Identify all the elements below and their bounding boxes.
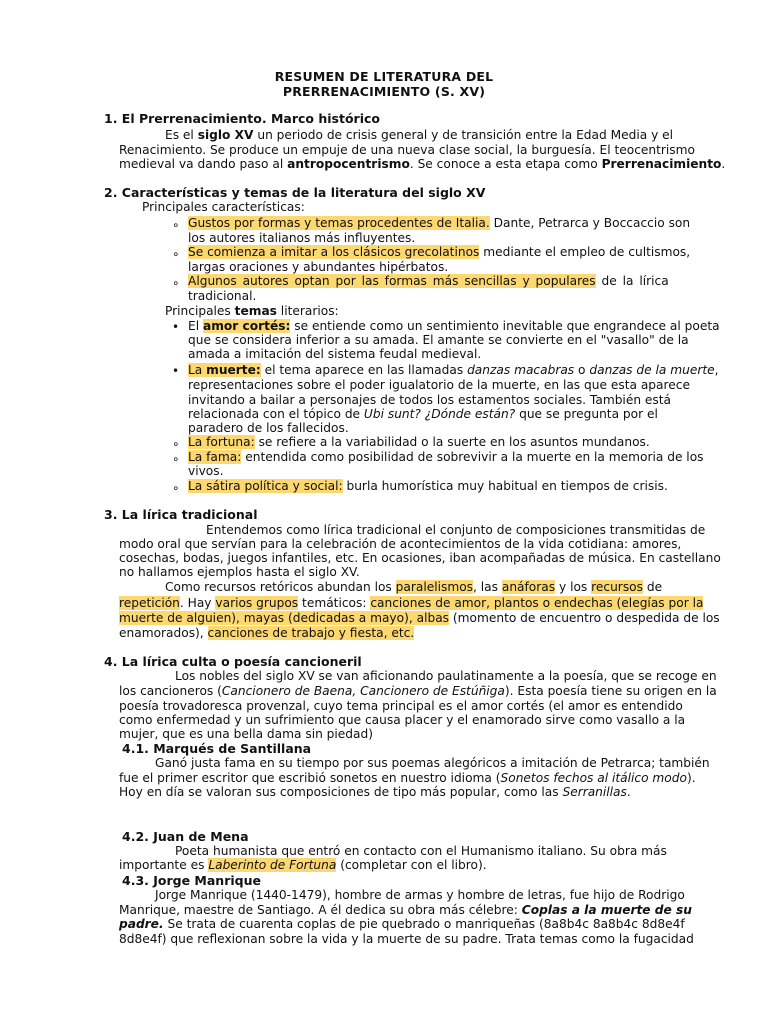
s3-line-2: modo oral que servían para la celebración de acontecimientos de la vida cotidiana: amores, (119, 537, 682, 551)
s3-line-7: muerte de alguien), mayas (dedicadas a mayo), albas (momento de encuentro o despedida de los (119, 611, 720, 625)
char-2: Se comienza a imitar a los clásicos grecolatinos mediante el empleo de cultismos, (188, 245, 691, 259)
bullet-dot-icon: • (172, 320, 180, 334)
santillana-line-3: Hoy en día se valoran sus composiciones de tipo más popular, como las Serranillas. (119, 785, 631, 799)
bullet-circle-icon: ∘ (172, 247, 180, 261)
themes-label: Principales temas literarios: (165, 304, 339, 318)
section-1-heading: 1. El Prerrenacimiento. Marco histórico (104, 111, 380, 126)
s1-line-3: medieval va dando paso al antropocentrismo. Se conoce a esta etapa como Prerrenacimiento. (119, 157, 726, 171)
char-1-cont: los autores italianos más influyentes. (188, 231, 416, 245)
theme-satira: La sátira política y social: burla humorística muy habitual en tiempos de crisis. (188, 479, 668, 493)
document-title-line-1: RESUMEN DE LITERATURA DEL (274, 69, 494, 84)
s1-line-1: Es el siglo XV un periodo de crisis general y de transición entre la Edad Media y el (165, 128, 674, 142)
bullet-dot-icon: • (172, 364, 180, 378)
bullet-circle-icon: ∘ (172, 276, 180, 290)
bullet-circle-icon: ∘ (172, 452, 180, 466)
theme-muerte-cont-3: relacionada con el tópico de Ubi sunt? ¿Dónde están? que se pregunta por el (188, 407, 658, 421)
theme-fama-cont: vivos. (188, 464, 224, 478)
char-1: Gustos por formas y temas procedentes de Italia. Dante, Petrarca y Boccaccio son (188, 216, 691, 230)
s4-line-5: mujer, que es una bella dama sin piedad) (119, 727, 374, 741)
theme-fortuna: La fortuna: se refiere a la variabilidad o la suerte en los asuntos mundanos. (188, 435, 650, 449)
section-4-heading: 4. La lírica culta o poesía cancioneril (104, 654, 362, 669)
manrique-line-1: Jorge Manrique (1440-1479), hombre de armas y hombre de letras, fue hijo de Rodrigo (155, 888, 685, 902)
s1-line-2: Renacimiento. Se produce un empuje de una nueva clase social, la burguesía. El teocentrismo (119, 143, 695, 157)
document-title-line-2: PRERRENACIMIENTO (S. XV) (282, 84, 486, 99)
theme-muerte: La muerte: el tema aparece en las llamadas danzas macabras o danzas de la muerte, (188, 363, 719, 377)
s4-line-1: Los nobles del siglo XV se van aficionando paulatinamente a la poesía, que se recoge en (175, 669, 717, 683)
theme-muerte-cont-4: paradero de los fallecidos. (188, 421, 349, 435)
theme-amor: El amor cortés: se entiende como un sentimiento inevitable que engrandece al poeta (188, 319, 720, 333)
char-2-cont: largas oraciones y abundantes hipérbatos. (188, 260, 449, 274)
manrique-line-4: 8d8e4f) que reflexionan sobre la vida y la muerte de su padre. Trata temas como la fugacidad (119, 932, 694, 946)
s3-line-8: enamorados), canciones de trabajo y fiesta, etc. (119, 626, 415, 640)
mena-line-1: Poeta humanista que entró en contacto con el Humanismo italiano. Su obra más (175, 844, 667, 858)
theme-muerte-cont-2: invitando a bailar a personajes de todos los estamentos sociales. También está (188, 393, 672, 407)
theme-amor-cont-1: que se considera inferior a su amada. El amante se convierte en el "vasallo" de la (188, 333, 689, 347)
s3-line-1: Entendemos como lírica tradicional el conjunto de composiciones transmitidas de (206, 523, 706, 537)
s4-line-4: como enfermedad y un sufrimiento que causa placer y el enamorado sirve como vasallo a la (119, 713, 686, 727)
bullet-circle-icon: ∘ (172, 437, 180, 451)
manrique-line-2: Manrique, maestre de Santiago. A él dedica su obra más célebre: Coplas a la muerte de su (119, 903, 692, 917)
s3-line-4: no hallamos ejemplos hasta el siglo XV. (119, 565, 360, 579)
s3-line-6: repetición. Hay varios grupos temáticos: canciones de amor, plantos o endechas (elegías por la (119, 596, 704, 610)
theme-muerte-cont-1: representaciones sobre el poder igualatorio de la muerte, en las que esta aparece (188, 378, 690, 392)
santillana-line-1: Ganó justa fama en su tiempo por sus poemas alegóricos a imitación de Petrarca; también (155, 756, 710, 770)
subsection-4-3-heading: 4.3. Jorge Manrique (122, 873, 261, 888)
mena-line-2: importante es Laberinto de Fortuna (completar con el libro). (119, 858, 487, 872)
bullet-circle-icon: ∘ (172, 481, 180, 495)
theme-amor-cont-2: amada a imitación del sistema feudal medieval. (188, 347, 482, 361)
characteristics-label: Principales características: (142, 200, 305, 214)
subsection-4-2-heading: 4.2. Juan de Mena (122, 829, 249, 844)
subsection-4-1-heading: 4.1. Marqués de Santillana (122, 741, 312, 756)
char-3: Algunos autores optan por las formas más sencillas y populares de la lírica (188, 274, 669, 288)
char-3-cont: tradicional. (188, 289, 257, 303)
section-3-heading: 3. La lírica tradicional (104, 507, 258, 522)
theme-fama: La fama: entendida como posibilidad de sobrevivir a la muerte en la memoria de los (188, 450, 704, 464)
santillana-line-2: fue el primer escritor que escribió sonetos en nuestro idioma (Sonetos fechos al itálico modo). (119, 771, 696, 785)
section-2-heading: 2. Características y temas de la literatura del siglo XV (104, 185, 486, 200)
s3-line-5: Como recursos retóricos abundan los paralelismos, las anáforas y los recursos de (165, 580, 663, 594)
manrique-line-3: padre. Se trata de cuarenta coplas de pie quebrado o manriqueñas (8a8b4c 8a8b4c 8d8e4f (119, 917, 685, 931)
s3-line-3: cosechas, bodas, juegos infantiles, etc. En ocasiones, iban acompañadas de música. En castellano (119, 551, 721, 565)
bullet-circle-icon: ∘ (172, 218, 180, 232)
s4-line-2: los cancioneros (Cancionero de Baena, Cancionero de Estúñiga). Esta poesía tiene su origen en la (119, 684, 717, 698)
s4-line-3: poesía trovadoresca provenzal, cuyo tema principal es el amor cortés (el amor es entendido (119, 699, 683, 713)
